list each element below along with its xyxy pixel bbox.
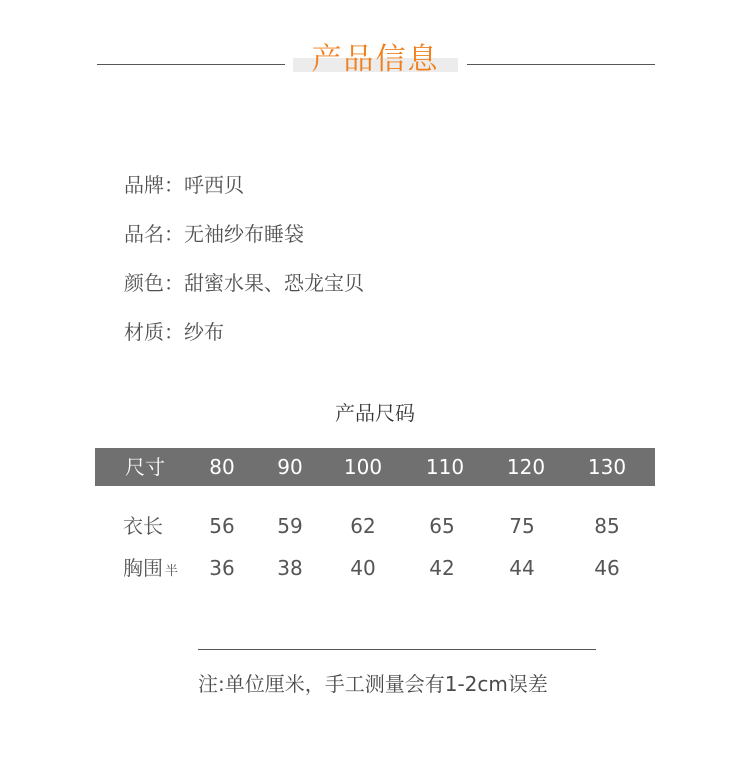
row-label-text: 胸围: [123, 556, 163, 580]
header-cell: 120: [506, 455, 546, 479]
title-rule-left: [97, 64, 285, 65]
header-cell: 130: [587, 455, 627, 479]
header-cell: 110: [425, 455, 465, 479]
table-cell: 59: [277, 514, 303, 538]
title-rule-right: [467, 64, 655, 65]
table-cell: 38: [277, 556, 303, 580]
row-label-text: 衣长: [123, 514, 163, 538]
header-cell: 100: [343, 455, 383, 479]
size-table-header: [95, 448, 655, 486]
info-material: 材质：纱布: [124, 320, 224, 344]
table-cell: 85: [594, 514, 620, 538]
info-product-name: 品名：无袖纱布睡袋: [124, 222, 304, 246]
table-row: [95, 512, 655, 542]
table-row: [95, 554, 655, 584]
info-brand: 品牌：呼西贝: [124, 173, 244, 197]
section-title: 产品信息: [311, 42, 440, 77]
table-cell: 62: [350, 514, 376, 538]
header-cell: 尺寸: [125, 455, 165, 479]
table-cell: 36: [209, 556, 235, 580]
table-cell: 44: [509, 556, 535, 580]
table-cell: 46: [594, 556, 620, 580]
row-label: [117, 554, 203, 586]
table-cell: 65: [429, 514, 455, 538]
table-cell: 75: [509, 514, 535, 538]
row-label: [117, 512, 183, 540]
header-cell: 90: [277, 455, 303, 479]
table-cell: 56: [209, 514, 235, 538]
size-chart-title: 产品尺码: [335, 401, 415, 425]
header-cell: 80: [209, 455, 235, 479]
row-label-suffix: 半: [165, 564, 179, 579]
table-cell: 40: [350, 556, 376, 580]
measurement-note: 注:单位厘米，手工测量会有1-2cm误差: [198, 672, 548, 696]
note-divider: [198, 649, 596, 650]
table-cell: 42: [429, 556, 455, 580]
info-color: 颜色：甜蜜水果、恐龙宝贝: [124, 271, 364, 295]
